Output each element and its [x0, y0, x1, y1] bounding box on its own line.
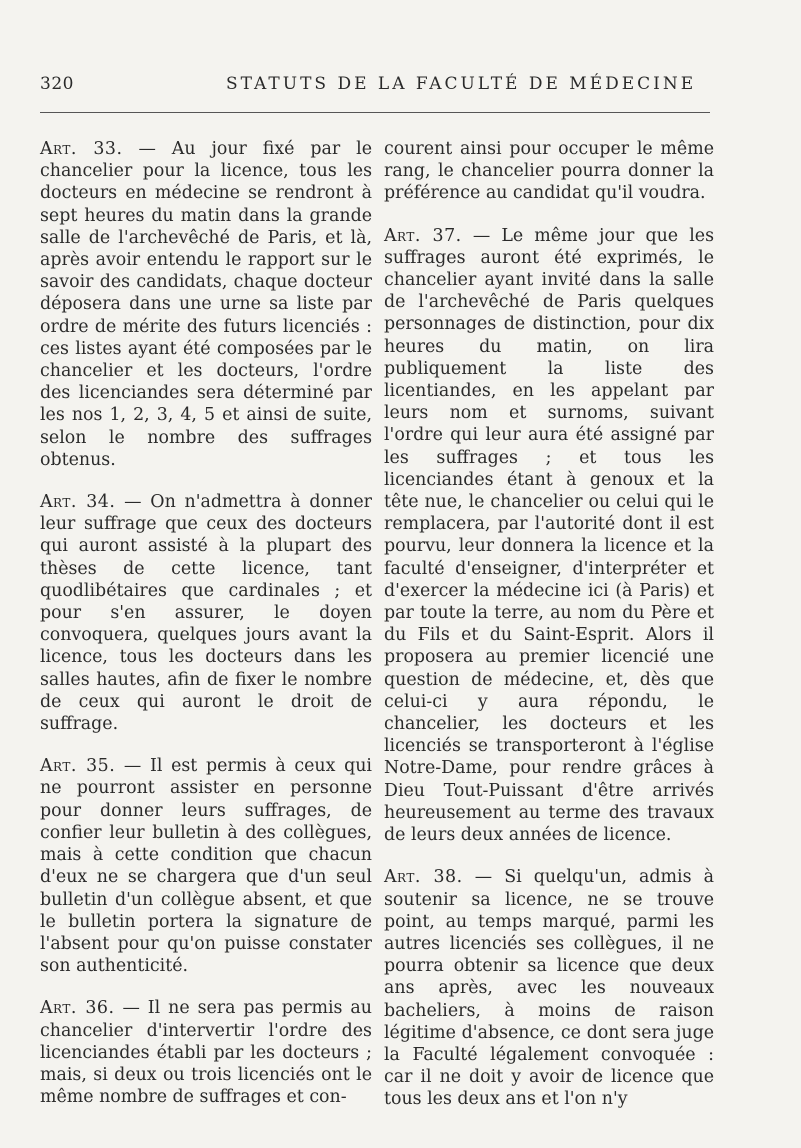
article-34	[40, 491, 372, 735]
article-heading: Art. 34.	[40, 492, 116, 513]
article-heading: Art. 37.	[384, 225, 462, 246]
article-33	[40, 138, 372, 471]
article-38	[384, 866, 714, 1110]
header-rule	[40, 112, 710, 113]
page-header	[40, 74, 720, 98]
article-text: — On n'admettra à donner leur suffrage que ceux des docteurs qui auront assisté à la plupart des thèses de cette licence, tant quodlibétaires que cardinales ; et pour s'en assurer, le doyen convoquera, quelques jours avant la licence, tous les docteurs dans les salles hautes, afin de fixer le nombre de ceux qui auront le droit de suffrage.	[40, 492, 372, 735]
article-text: — Le même jour que les suffrages auront été exprimés, le chancelier ayant invité dans la salle de l'archevêché de Paris quelques personnages de distinction, pour dix heures du matin, on lira publiquement la liste des licentiandes, en les appelant par leurs nom et surnoms, suivant l'ordre qui leur aura été assigné par les suffrages ; et tous les licenciandes étant à genoux et la tête nue, le chancelier ou celui qui le remplacera, par l'autorité dont il est pourvu, leur donnera la licence et la faculté d'enseigner, d'interpréter et d'exercer la médecine ici (à Paris) et par toute la terre, au nom du Père et du Fils et du Saint-Esprit. Alors il proposera au premier licencié une question de médecine, et, dès que celui-ci y aura répondu, le chancelier, les docteurs et les licenciés se transporteront à l'église Notre-Dame, pour rendre grâces à Dieu Tout-Puissant d'être arrivés heureusement au terme des travaux de leurs deux années de licence.	[384, 225, 714, 846]
article-text: — Au jour fixé par le chancelier pour la licence, tous les docteurs en médecine se rendront à sept heures du matin dans la grande salle de l'archevêché de Paris, et là, après avoir entendu le rapport sur le savoir des candidats, chaque docteur déposera dans une urne sa liste par ordre de mérite des futurs licenciés : ces listes ayant été composées par le chancelier et les docteurs, l'ordre des licenciandes sera déterminé par les nos 1, 2, 3, 4, 5 et ainsi de suite, selon le nombre des suffrages obtenus.	[40, 139, 372, 470]
article-37	[384, 225, 714, 847]
article-text: — Il est permis à ceux qui ne pourront assister en personne pour donner leurs suffrages, de confier leur bulletin à des collègues, mais à cette condition que chacun d'eux ne se chargera que d'un seul bulletin d'un collègue absent, et que le bulletin portera la signature de l'absent pour qu'on puisse constater son authenticité.	[40, 756, 372, 977]
article-heading: Art. 38.	[384, 867, 463, 888]
article-heading: Art. 36.	[40, 998, 115, 1019]
article-heading: Art. 33.	[40, 139, 123, 159]
article-36	[40, 997, 372, 1108]
right-column	[384, 138, 714, 1131]
article-heading: Art. 35.	[40, 756, 116, 777]
article-text: — Si quelqu'un, admis à soutenir sa licence, ne se trouve point, au temps marqué, parmi les autres licenciés ses collègues, il ne pourra obtenir sa licence que deux ans après, avec les nouveaux bacheliers, à moins de raison légitime d'absence, ce dont sera juge la Faculté légalement convoquée : car il ne doit y avoir de licence que tous les deux ans et l'on n'y	[384, 867, 714, 1110]
article-text: courent ainsi pour occuper le même rang, le chancelier pourra donner la préférence au candidat qu'il voudra.	[384, 139, 714, 204]
left-column	[40, 138, 372, 1128]
running-title: STATUTS DE LA FACULTÉ DE MÉDECINE	[226, 74, 697, 94]
article-text: — Il ne sera pas permis au chancelier d'intervertir l'ordre des licenciandes établi par les docteurs ; mais, si deux ou trois licenciés ont le même nombre de suffrages et con-	[40, 998, 372, 1108]
article-36-continued	[384, 138, 714, 205]
article-35	[40, 755, 372, 977]
page-number: 320	[40, 74, 74, 94]
